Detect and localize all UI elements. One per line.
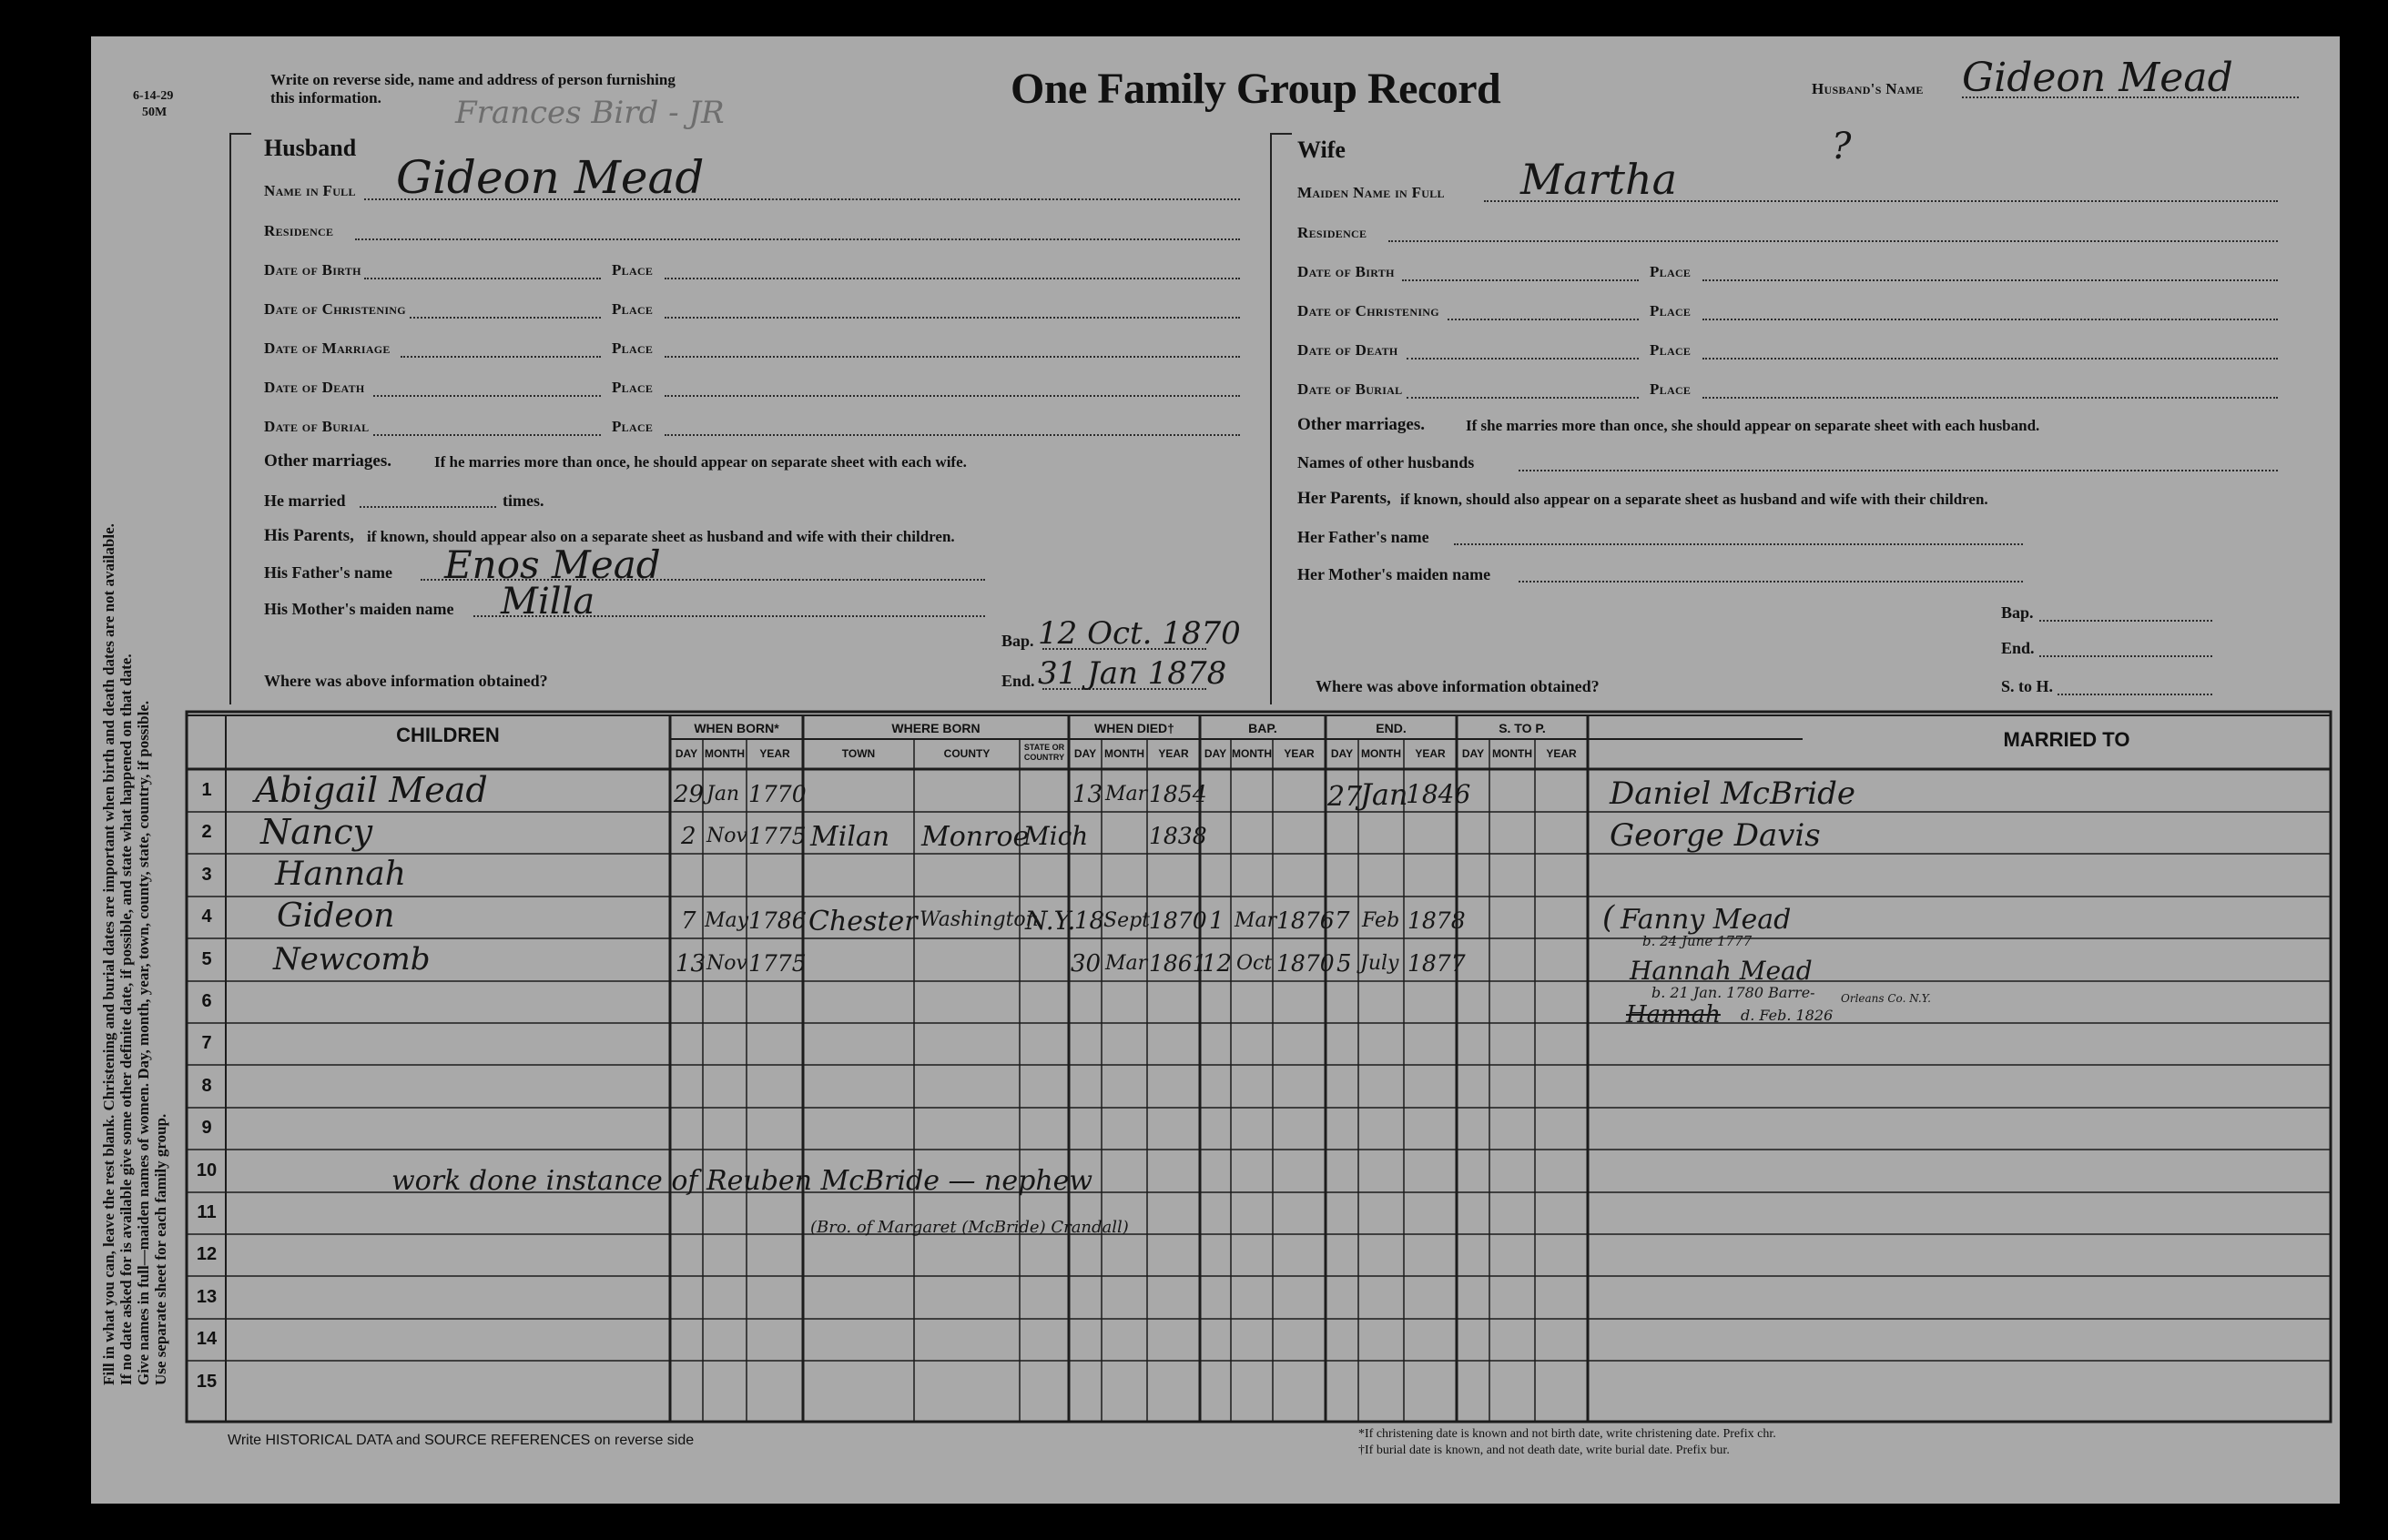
died-month: Mar xyxy=(1105,952,1148,975)
wife-burial-place-label: Place xyxy=(1650,380,1692,398)
died-year: 1870 xyxy=(1149,907,1207,934)
child-name: Gideon xyxy=(277,897,395,935)
husband-other-marriages-text: If he marries more than once, he should appear on separate sheet with each wife. xyxy=(434,453,967,471)
born-county: Monroe xyxy=(921,821,1030,853)
wife-christening-place-label: Place xyxy=(1650,302,1692,319)
row-number: 9 xyxy=(201,1118,212,1138)
husband-end-value: 31 Jan 1878 xyxy=(1038,655,1227,692)
footer-right-1: *If christening date is known and not birth date, write christening date. Prefix chr. xyxy=(1358,1427,1776,1441)
born-month: May xyxy=(705,909,749,932)
wife-s-to-h-label: S. to H. xyxy=(2001,677,2054,695)
work-note-2: (Bro. of Margaret (McBride) Crandall) xyxy=(810,1218,1129,1237)
husband-death-label: Date of Death xyxy=(264,379,365,396)
s-to-p-header: S. TO P. xyxy=(1499,721,1546,735)
stp-month-header: MONTH xyxy=(1492,747,1532,760)
end-month: Feb xyxy=(1362,909,1400,932)
wife-end-label: End. xyxy=(2001,639,2035,657)
page-title: One Family Group Record xyxy=(1011,65,1501,113)
husband-marriage-label: Date of Marriage xyxy=(264,339,391,357)
wife-birth-place-label: Place xyxy=(1650,263,1692,280)
died-year: 1838 xyxy=(1149,823,1207,849)
row-number: 12 xyxy=(196,1244,218,1264)
died-year: 1854 xyxy=(1149,781,1207,807)
died-day: 13 xyxy=(1072,781,1103,808)
country-header: COUNTRY xyxy=(1023,753,1065,762)
side-instruction-1: Fill in what you can, leave the rest blank. Christening and burial dates are important when birth and death dates are not available. xyxy=(100,523,117,1385)
end-month: Jan xyxy=(1360,777,1408,812)
wife-source-label: Where was above information obtained? xyxy=(1316,677,1600,695)
his-mother-value: Milla xyxy=(501,581,595,623)
died-month-header: MONTH xyxy=(1104,747,1144,760)
born-day: 7 xyxy=(681,907,696,935)
born-year: 1786 xyxy=(748,907,807,934)
husband-name-label: Name in Full xyxy=(264,182,356,199)
children-header: CHILDREN xyxy=(396,724,500,746)
born-town: Chester xyxy=(808,906,918,937)
his-mother-label: His Mother's maiden name xyxy=(264,600,454,618)
born-day: 13 xyxy=(676,950,706,978)
her-father-label: Her Father's name xyxy=(1297,528,1429,546)
born-town: Milan xyxy=(810,821,890,853)
died-year: 1861 xyxy=(1149,950,1207,977)
footer-right-2: †If burial date is known, and not death date, write burial date. Prefix bur. xyxy=(1358,1444,1730,1457)
born-year-header: YEAR xyxy=(759,747,790,760)
side-instruction-4: Use separate sheet for each family group. xyxy=(152,1113,169,1385)
town-header: TOWN xyxy=(841,747,876,760)
wife-query-mark: ? xyxy=(1832,126,1852,167)
child-name: Nancy xyxy=(260,812,373,852)
husband-christening-label: Date of Christening xyxy=(264,300,406,318)
husband-bap-label: Bap. xyxy=(1001,632,1034,650)
husband-birth-place-label: Place xyxy=(612,261,654,279)
wife-other-marriages-label: Other marriages. xyxy=(1297,415,1425,434)
born-day-header: DAY xyxy=(675,747,698,760)
husband-burial-place-label: Place xyxy=(612,418,654,435)
wife-residence-label: Residence xyxy=(1297,224,1367,241)
wife-death-label: Date of Death xyxy=(1297,341,1398,359)
bap-month: Oct xyxy=(1236,952,1273,975)
husband-marriage-place-label: Place xyxy=(612,339,654,357)
row-number: 10 xyxy=(196,1160,218,1180)
end-year: 1846 xyxy=(1406,779,1471,809)
footer-left: Write HISTORICAL DATA and SOURCE REFERENCES on reverse side xyxy=(228,1433,695,1448)
hannah-note-2: d. Feb. 1826 xyxy=(1741,1007,1834,1024)
bap-day-header: DAY xyxy=(1204,747,1227,760)
husband-heading: Husband xyxy=(264,135,357,161)
wife-birth-label: Date of Birth xyxy=(1297,263,1395,280)
child-name: Abigail Mead xyxy=(255,770,488,810)
wife-burial-label: Date of Burial xyxy=(1297,380,1403,398)
reverse-instruction: Write on reverse side, name and address of person furnishing xyxy=(270,71,676,88)
end-header: END. xyxy=(1376,721,1407,735)
his-parents-text: if known, should appear also on a separate sheet as husband and wife with their children. xyxy=(367,528,955,545)
hannah-mead: Hannah Mead xyxy=(1630,956,1813,986)
born-month-header: MONTH xyxy=(705,747,745,760)
child-name: Hannah xyxy=(275,856,406,893)
row-number: 3 xyxy=(201,865,212,885)
husband-name-value: Gideon Mead xyxy=(396,151,705,204)
end-month-header: MONTH xyxy=(1361,747,1401,760)
other-husbands-label: Names of other husbands xyxy=(1297,453,1475,471)
hannah-place: Orleans Co. N.Y. xyxy=(1841,992,1931,1005)
row-number: 14 xyxy=(196,1329,218,1349)
married-to: George Davis xyxy=(1610,817,1821,854)
row-number: 5 xyxy=(201,949,212,969)
end-day: 27 xyxy=(1327,781,1363,813)
born-year: 1775 xyxy=(748,823,807,849)
form-code: 6-14-29 xyxy=(133,89,174,103)
born-day: 29 xyxy=(674,781,705,808)
bap-month: Mar xyxy=(1235,909,1277,932)
husbands-name-value: Gideon Mead xyxy=(1962,55,2233,101)
state-header: STATE OR xyxy=(1023,743,1065,752)
married-to-header: MARRIED TO xyxy=(2003,728,2130,751)
born-state: N.Y. xyxy=(1025,906,1076,936)
bap-year: 1876 xyxy=(1276,907,1335,934)
born-month: Jan xyxy=(706,783,740,805)
times-label: times. xyxy=(503,491,544,510)
end-year: 1878 xyxy=(1407,907,1466,934)
wife-heading: Wife xyxy=(1297,137,1346,163)
married-to-bracket: ( xyxy=(1602,899,1615,936)
her-mother-label: Her Mother's maiden name xyxy=(1297,565,1491,583)
died-month: Mar xyxy=(1105,783,1148,805)
his-father-value: Enos Mead xyxy=(444,542,661,587)
row-number: 8 xyxy=(201,1076,212,1096)
end-year-header: YEAR xyxy=(1415,747,1446,760)
stp-year-header: YEAR xyxy=(1546,747,1577,760)
her-parents-text: if known, should also appear on a separate sheet as husband and wife with their children. xyxy=(1400,491,1988,508)
end-day-header: DAY xyxy=(1330,747,1354,760)
reverse-instruction-2: this information. xyxy=(270,89,381,106)
row-number: 2 xyxy=(201,822,212,842)
furnisher-name: Frances Bird - JR xyxy=(455,95,725,131)
wife-death-place-label: Place xyxy=(1650,341,1692,359)
bap-month-header: MONTH xyxy=(1232,747,1272,760)
wife-name-label: Maiden Name in Full xyxy=(1297,184,1445,201)
wife-bap-label: Bap. xyxy=(2001,603,2034,622)
his-father-label: His Father's name xyxy=(264,563,392,582)
row-number: 7 xyxy=(201,1033,212,1053)
husband-christening-place-label: Place xyxy=(612,300,654,318)
child-name: Newcomb xyxy=(273,941,431,978)
county-header: COUNTY xyxy=(943,747,991,760)
husband-end-label: End. xyxy=(1001,672,1035,690)
hannah-note: b. 21 Jan. 1780 Barre- xyxy=(1651,984,1815,1001)
born-year: 1770 xyxy=(748,781,807,807)
row-number: 11 xyxy=(197,1202,217,1222)
record-sheet xyxy=(91,36,2340,1504)
died-day: 30 xyxy=(1071,950,1102,978)
where-born-header: WHERE BORN xyxy=(891,721,981,735)
row-number: 1 xyxy=(201,780,212,800)
form-code-count: 50M xyxy=(142,106,168,119)
bap-day: 1 xyxy=(1209,907,1224,935)
fanny-note: b. 24 June 1777 xyxy=(1642,933,1753,949)
wife-christening-label: Date of Christening xyxy=(1297,302,1439,319)
died-day: 18 xyxy=(1074,907,1105,935)
born-month: Nov xyxy=(706,952,747,975)
bap-year-header: YEAR xyxy=(1284,747,1315,760)
end-year: 1877 xyxy=(1407,950,1466,977)
row-number: 4 xyxy=(201,907,212,927)
died-year-header: YEAR xyxy=(1158,747,1189,760)
her-parents-label: Her Parents, xyxy=(1297,489,1391,508)
when-died-header: WHEN DIED† xyxy=(1094,721,1174,735)
bap-day: 12 xyxy=(1202,950,1233,978)
side-instruction-3: Give names in full—maiden names of women. Day, month, year, town, county, state, country, if possible. xyxy=(135,700,152,1385)
married-to: Fanny Mead xyxy=(1621,904,1792,936)
side-instruction-2: If no date asked for is available give some other definite date, if possible, and state what happened on that date. xyxy=(117,653,135,1385)
wife-other-marriages-text: If she marries more than once, she should appear on separate sheet with each husband. xyxy=(1466,417,2040,434)
husband-death-place-label: Place xyxy=(612,379,654,396)
bap-header: BAP. xyxy=(1248,721,1277,735)
born-state: Mich xyxy=(1023,821,1089,851)
work-note: work done instance of Reuben McBride — nephew xyxy=(391,1165,1093,1197)
end-day: 7 xyxy=(1335,907,1350,935)
wife-name-value: Martha xyxy=(1520,155,1678,204)
hannah-struck: Hannah xyxy=(1626,1001,1721,1028)
died-month: Sept xyxy=(1103,909,1151,932)
end-day: 5 xyxy=(1336,950,1352,978)
end-month: July xyxy=(1360,952,1399,975)
born-month: Nov xyxy=(706,825,747,847)
born-county: Washington xyxy=(920,908,1039,931)
married-to: Daniel McBride xyxy=(1610,775,1855,812)
born-year: 1775 xyxy=(748,950,807,977)
row-number: 6 xyxy=(201,991,212,1011)
died-day-header: DAY xyxy=(1073,747,1097,760)
his-parents-label: His Parents, xyxy=(264,526,354,545)
when-born-header: WHEN BORN* xyxy=(694,721,779,735)
husband-other-marriages-label: Other marriages. xyxy=(264,451,391,471)
husband-bap-value: 12 Oct. 1870 xyxy=(1038,615,1241,652)
he-married-label: He married xyxy=(264,491,346,510)
bap-year: 1870 xyxy=(1276,950,1335,977)
row-number: 13 xyxy=(196,1287,218,1307)
husband-birth-label: Date of Birth xyxy=(264,261,361,279)
row-number: 15 xyxy=(196,1372,218,1392)
born-day: 2 xyxy=(681,823,696,850)
husbands-name-label: Husband's Name xyxy=(1812,80,1924,97)
stp-day-header: DAY xyxy=(1461,747,1485,760)
husband-residence-label: Residence xyxy=(264,222,334,239)
husband-burial-label: Date of Burial xyxy=(264,418,370,435)
husband-source-label: Where was above information obtained? xyxy=(264,672,548,690)
